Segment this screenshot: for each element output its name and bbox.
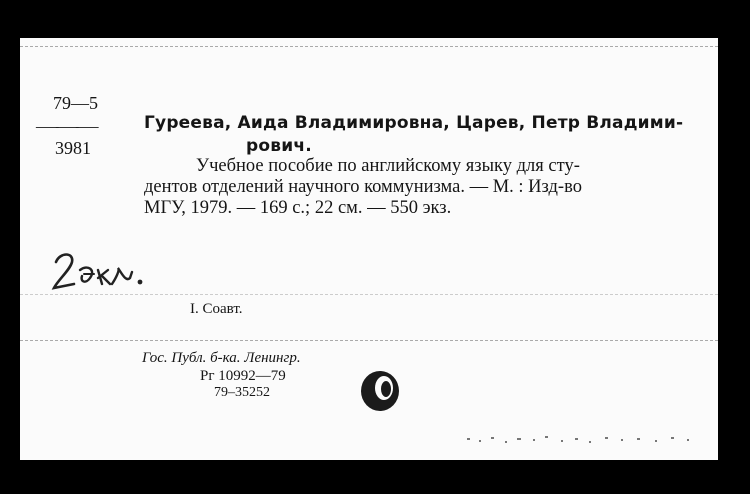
catalog-card [20, 38, 718, 460]
scan-noise [465, 428, 705, 450]
call-number-rule: ——— [36, 116, 96, 136]
tracing: I. Соавт. [190, 301, 243, 317]
author-heading-line2: рович. [246, 136, 312, 156]
description-line-2: дентов отделений научного коммунизма. — М. : Изд-во [144, 177, 582, 197]
call-number-bottom: 3981 [55, 138, 91, 158]
handwritten-note-2-copies [50, 248, 158, 294]
author-heading-line1: Гуреева, Аида Владимировна, Царев, Петр Владими- [144, 113, 684, 133]
guide-line [20, 294, 718, 295]
guide-line [20, 340, 718, 341]
description-line-1: Учебное пособие по английскому языку для сту- [196, 156, 580, 176]
imprint-order: Рг 10992—79 [200, 368, 286, 384]
library-stamp [358, 368, 402, 414]
guide-line [20, 46, 718, 47]
imprint-library: Гос. Публ. б-ка. Ленингр. [142, 350, 301, 366]
imprint-number: 79–35252 [214, 385, 270, 400]
description-line-3: МГУ, 1979. — 169 с.; 22 см. — 550 экз. [144, 198, 452, 218]
call-number-top: 79—5 [53, 93, 98, 113]
